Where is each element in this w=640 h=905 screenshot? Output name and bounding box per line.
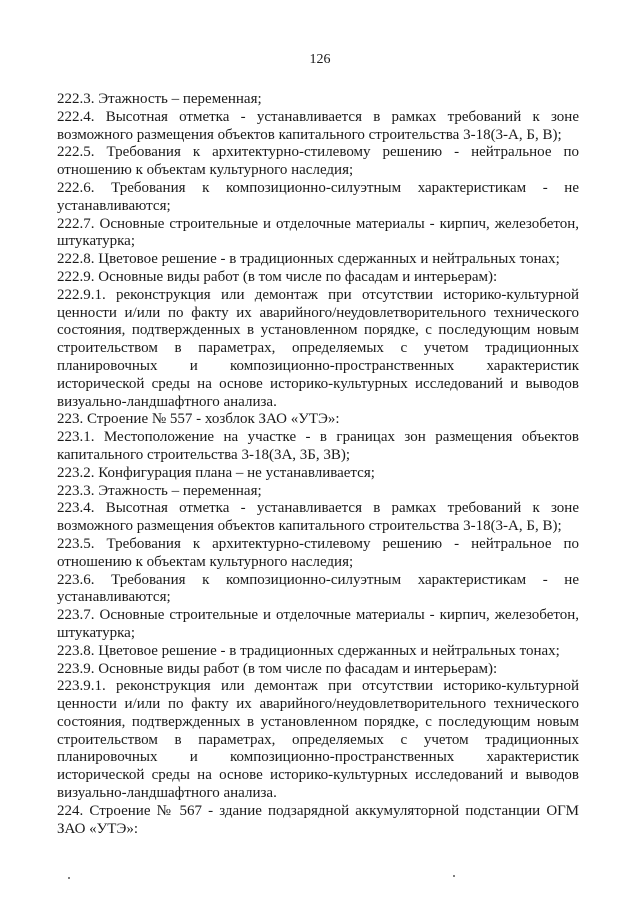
paragraph-222-5: 222.5. Требования к архитектурно-стилевому решению - нейтральное по отношению к объектам культурного наследия;	[57, 144, 579, 179]
paragraph-223-2: 223.2. Конфигурация плана – не устанавливается;	[57, 464, 375, 481]
paragraph-223-9: 223.9. Основные виды работ (в том числе по фасадам и интерьерам):	[57, 660, 498, 677]
page-number: 126	[309, 52, 331, 67]
paragraph-223-6: 223.6. Требования к композиционно-силуэтным характеристикам - не устанавливаются;	[57, 571, 579, 606]
scan-speck-left	[68, 877, 70, 879]
paragraph-223-5: 223.5. Требования к архитектурно-стилевому решению - нейтральное по отношению к объектам культурного наследия;	[57, 535, 579, 570]
paragraph-222-6: 222.6. Требования к композиционно-силуэтным характеристикам - не устанавливаются;	[57, 179, 579, 214]
scan-marks	[0, 873, 640, 883]
paragraph-223-4: 223.4. Высотная отметка - устанавливается в рамках требований к зоне возможного размещения объектов капитального строительства 3-18(3-А, Б, В);	[57, 500, 579, 535]
document-body	[57, 91, 579, 838]
heading-223: 223. Строение № 557 - хозблок ЗАО «УТЭ»:	[57, 411, 340, 428]
paragraph-222-8: 222.8. Цветовое решение - в традиционных сдержанных и нейтральных тонах;	[57, 251, 560, 268]
paragraph-223-8: 223.8. Цветовое решение - в традиционных сдержанных и нейтральных тонах;	[57, 642, 560, 659]
heading-224: 224. Строение № 567 - здание подзарядной аккумуляторной подстанции ОГМ ЗАО «УТЭ»:	[57, 802, 579, 837]
paragraph-222-4: 222.4. Высотная отметка - устанавливается в рамках требований к зоне возможного размещения объектов капитального строительства 3-18(3-А, Б, В);	[57, 108, 579, 143]
scan-speck-right	[453, 875, 455, 877]
paragraph-222-9-1: 222.9.1. реконструкция или демонтаж при отсутствии историко-культурной ценности и/или по факту их аварийного/неудовлетворительного технического состояния, подтвержденных в установленном порядке, с последующим новым строительством в параметрах, определяемых с учетом традиционных планировочных и композиционно-пространственных характеристик исторической среды на основе историко-культурных исследований и выводов визуально-ландшафтного анализа.	[57, 286, 579, 410]
paragraph-223-3: 223.3. Этажность – переменная;	[57, 482, 262, 499]
paragraph-222-9: 222.9. Основные виды работ (в том числе по фасадам и интерьерам):	[57, 268, 498, 285]
paragraph-222-7: 222.7. Основные строительные и отделочные материалы - кирпич, железобетон, штукатурка;	[57, 215, 579, 250]
paragraph-223-7: 223.7. Основные строительные и отделочные материалы - кирпич, железобетон, штукатурка;	[57, 607, 579, 641]
paragraph-222-3: 222.3. Этажность – переменная;	[57, 91, 262, 107]
paragraph-223-1: 223.1. Местоположение на участке - в границах зон размещения объектов капитального строительства 3-18(3А, 3Б, 3В);	[57, 429, 579, 463]
paragraph-223-9-1: 223.9.1. реконструкция или демонтаж при отсутствии историко-культурной ценности и/или по факту их аварийного/неудовлетворительного технического состояния, подтвержденных в установленном порядке, с последующим новым строительством в параметрах, определяемых с учетом традиционных планировочных и композиционно-пространственных характеристик исторической среды на основе историко-культурных исследований и выводов визуально-ландшафтного анализа.	[57, 678, 579, 802]
